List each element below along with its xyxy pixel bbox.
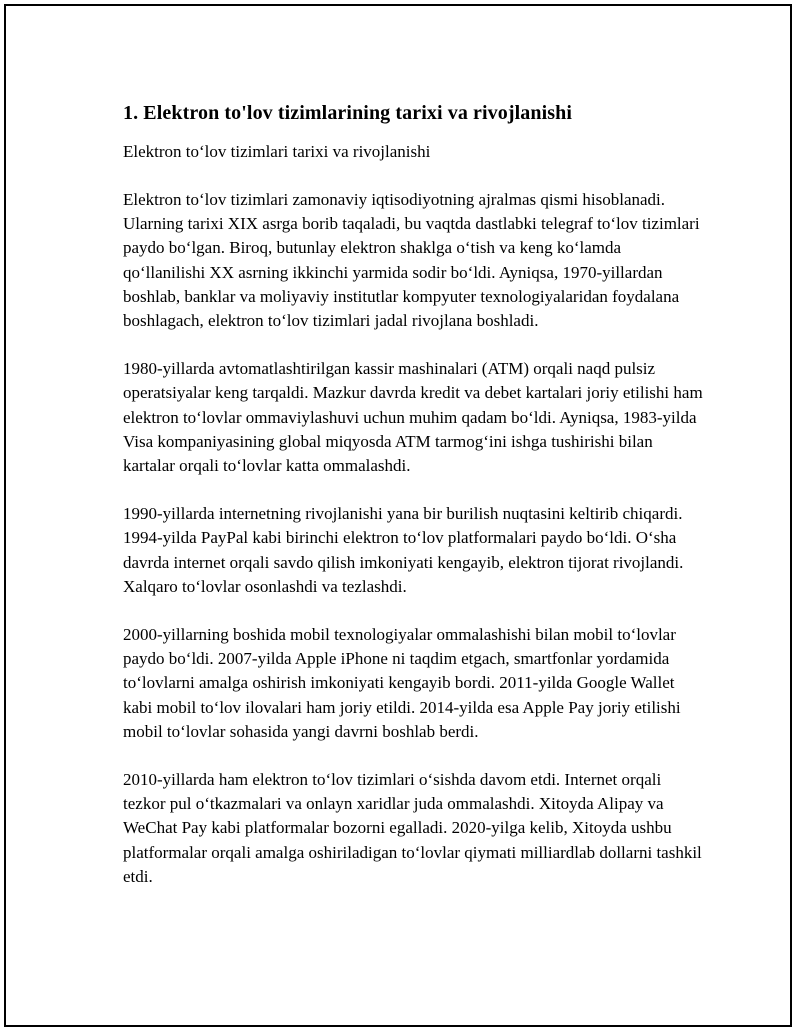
- page-frame: [4, 4, 792, 1027]
- section-heading: 1. Elektron to'lov tizimlarining tarixi va rivojlanishi: [123, 102, 573, 124]
- paragraph-3: 1990-yillarda internetning rivojlanishi yana bir burilish nuqtasini keltirib chiqardi. 1994-yilda PayPal kabi birinchi elektron to‘lov platformalari paydo bo‘ldi. O‘sha davrda internet orqali savdo qilish imkoniyati kengayib, elektron tijorat rivojlandi. Xalqaro to‘lovlar osonlashdi va tezlashdi.: [123, 504, 684, 596]
- section-subheading: Elektron to‘lov tizimlari tarixi va rivojlanishi: [123, 142, 431, 161]
- paragraph-2: 1980-yillarda avtomatlashtirilgan kassir mashinalari (ATM) orqali naqd pulsiz operatsiyalar keng tarqaldi. Mazkur davrda kredit va debet kartalari joriy etilishi ham elektron to‘lovlar ommaviylashuvi uchun muhim qadam bo‘ldi. Ayniqsa, 1983-yilda Visa kompaniyasining global miqyosda ATM tarmog‘ini ishga tushirishi bilan kartalar orqali to‘lovlar katta ommalashdi.: [123, 359, 703, 476]
- paragraph-1: Elektron to‘lov tizimlari zamonaviy iqtisodiyotning ajralmas qismi hisoblanadi. Ularning tarixi XIX asrga borib taqaladi, bu vaqtda dastlabki telegraf to‘lov tizimlari paydo bo‘lgan. Biroq, butunlay elektron shaklga o‘tish va keng ko‘lamda qo‘llanilishi XX asrning ikkinchi yarmida sodir bo‘ldi. Ayniqsa, 1970-yillardan boshlab, banklar va moliyaviy institutlar kompyuter texnologiyalaridan foydalana boshlagach, elektron to‘lov tizimlari jadal rivojlana boshladi.: [123, 190, 700, 331]
- document-body: [123, 98, 703, 889]
- paragraph-5: 2010-yillarda ham elektron to‘lov tizimlari o‘sishda davom etdi. Internet orqali tezkor pul o‘tkazmalari va onlayn xaridlar juda ommalashdi. Xitoyda Alipay va WeChat Pay kabi platformalar bozorni egalladi. 2020-yilga kelib, Xitoyda ushbu platformalar orqali amalga oshiriladigan to‘lovlar qiymati milliardlab dollarni tashkil etdi.: [123, 770, 702, 886]
- paragraph-4: 2000-yillarning boshida mobil texnologiyalar ommalashishi bilan mobil to‘lovlar paydo bo‘ldi. 2007-yilda Apple iPhone ni taqdim etgach, smartfonlar yordamida to‘lovlarni amalga oshirish imkoniyati kengayib bordi. 2011-yilda Google Wallet kabi mobil to‘lov ilovalari ham joriy etildi. 2014-yilda esa Apple Pay joriy etilishi mobil to‘lovlar sohasida yangi davrni boshlab berdi.: [123, 625, 681, 741]
